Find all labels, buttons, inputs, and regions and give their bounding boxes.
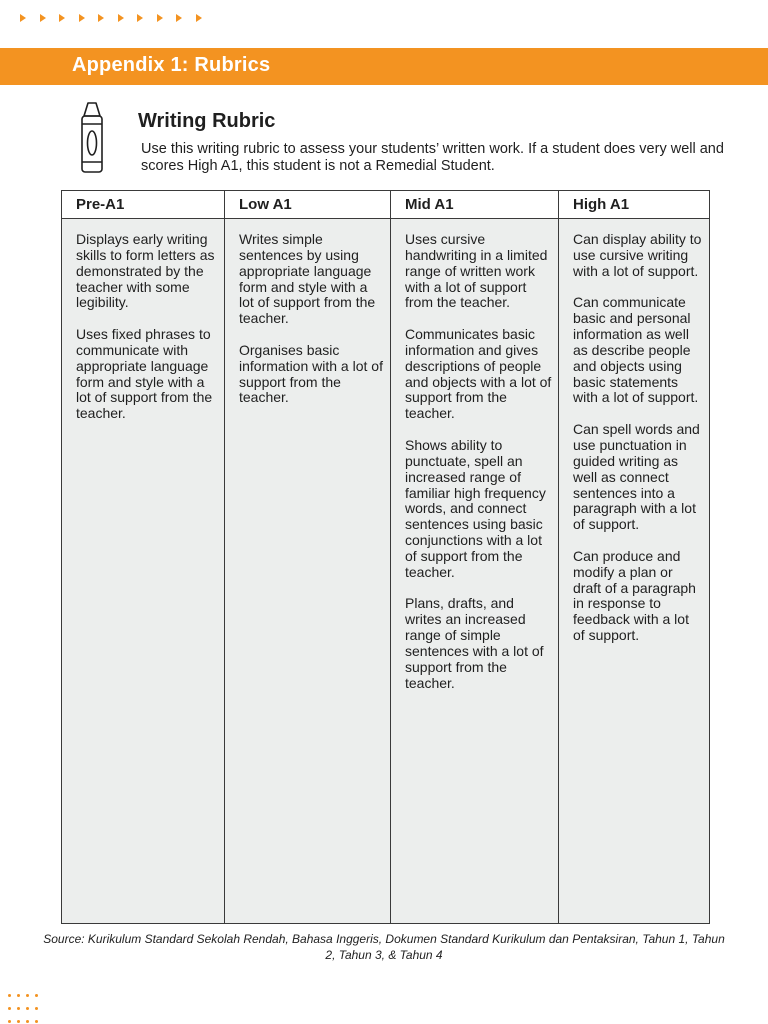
arrow-icon — [40, 14, 46, 22]
descriptor-text: Communicates basic information and gives descriptions of people and objects with a lot of support from the teacher. — [405, 326, 552, 422]
arrow-icon — [59, 14, 65, 22]
arrow-icon — [176, 14, 182, 22]
descriptor-text: Can produce and modify a plan or draft of a paragraph in response to feedback with a lot of support. — [573, 547, 696, 644]
arrow-icon — [98, 14, 104, 22]
descriptor-cell-pre-a1 — [62, 219, 225, 924]
dot-decoration — [17, 1020, 20, 1023]
dot-decoration — [8, 1020, 11, 1023]
crayon-icon — [78, 102, 106, 174]
descriptor-text: Can communicate basic and personal information as well as describe people and objects using basic statements with a lot of support. — [573, 294, 699, 406]
arrow-icon — [20, 14, 26, 22]
descriptor-text: Writes simple sentences by using appropriate language form and style with a lot of support from the teacher. — [239, 231, 376, 327]
dot-decoration — [17, 994, 20, 997]
source-citation: Source: Kurikulum Standard Sekolah Rendah, Bahasa Inggeris, Dokumen Standard Kurikulum dan Pentaksiran, Tahun 1, Tahun 2, Tahun 3, & Tahun 4 — [43, 932, 725, 962]
dot-decoration — [35, 994, 38, 997]
arrow-icon — [157, 14, 163, 22]
section-title: Writing Rubric — [138, 110, 276, 132]
descriptor-text: Can display ability to use cursive writing with a lot of support. — [573, 231, 702, 279]
descriptor-text: Displays early writing skills to form letters as demonstrated by the teacher with some legibility. — [76, 231, 215, 311]
dot-decoration — [26, 1020, 29, 1023]
table-header-row — [62, 191, 710, 219]
arrow-icon — [137, 14, 143, 22]
column-heading: High A1 — [559, 191, 710, 219]
table-row — [62, 219, 710, 924]
dot-decoration — [35, 1007, 38, 1010]
writing-rubric-table — [61, 190, 710, 924]
descriptor-text: Organises basic information with a lot of support from the teacher. — [239, 341, 383, 406]
descriptor-text: Uses cursive handwriting in a limited range of written work with a lot of support from the teacher. — [405, 231, 548, 311]
descriptor-text: Plans, drafts, and writes an increased range of simple sentences with a lot of support from the teacher. — [405, 595, 544, 691]
intro-text: Use this writing rubric to assess your students’ written work. If a student does very well and scores High A1, this student is not a Remedial Student. — [141, 141, 724, 174]
descriptor-text: Can spell words and use punctuation in guided writing as well as connect sentences into a paragraph with a lot of support. — [573, 421, 700, 533]
decorative-arrows — [20, 14, 215, 22]
dot-decoration — [8, 994, 11, 997]
column-heading: Low A1 — [225, 191, 391, 219]
descriptor-cell-mid-a1 — [391, 219, 559, 924]
dot-decoration — [17, 1007, 20, 1010]
dot-decoration — [35, 1020, 38, 1023]
page-title: Appendix 1: Rubrics — [72, 54, 271, 76]
header-banner — [0, 48, 768, 85]
dot-decoration — [26, 1007, 29, 1010]
arrow-icon — [118, 14, 124, 22]
column-heading: Mid A1 — [391, 191, 559, 219]
arrow-icon — [196, 14, 202, 22]
arrow-icon — [79, 14, 85, 22]
dot-decoration — [8, 1007, 11, 1010]
descriptor-cell-high-a1 — [559, 219, 710, 924]
dot-decoration — [26, 994, 29, 997]
decorative-dots — [8, 994, 44, 1023]
descriptor-text: Shows ability to punctuate, spell an increased range of familiar high frequency words, and connect sentences using basic conjunctions with a lot of support from the teacher. — [405, 436, 546, 580]
descriptor-text: Uses fixed phrases to communicate with appropriate language form and style with a lot of support from the teacher. — [76, 326, 213, 422]
descriptor-cell-low-a1 — [225, 219, 391, 924]
column-heading: Pre-A1 — [62, 191, 225, 219]
